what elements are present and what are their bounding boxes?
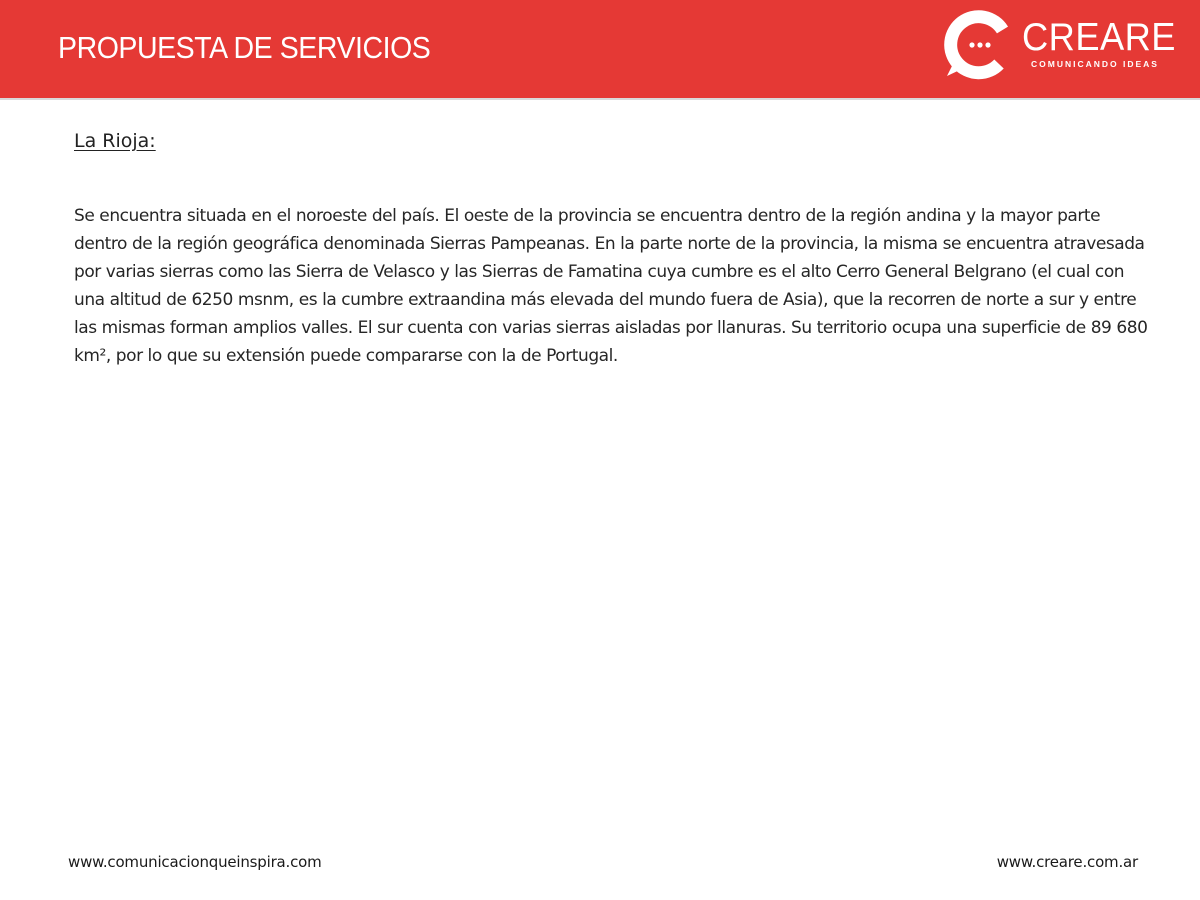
header-title: PROPUESTA DE SERVICIOS	[58, 30, 431, 65]
logo-tagline: COMUNICANDO IDEAS	[1031, 59, 1159, 69]
footer-link-creare[interactable]: www.creare.com.ar	[996, 853, 1138, 871]
logo-wordmark: CREARE	[1022, 16, 1176, 59]
body-paragraph: Se encuentra situada en el noroeste del país. El oeste de la provincia se encuentra dentro de la región andina y la mayor parte dentro de la región geográfica denominada Sierras Pampeanas. En la parte norte de la provincia, la misma se encuentra atravesada por varias sierras como las Sierra de Velasco y las Sierras de Famatina cuya cumbre es el alto Cerro General Belgrano (el cual con una altitud de 6250 msnm, es la cumbre extraandina más elevada del mundo fuera de Asia), que la recorren de norte a sur y entre las mismas forman amplios valles. El sur cuenta con varias sierras aisladas por llanuras. Su territorio ocupa una superficie de 89 680 km², por lo que su extensión puede compararse con la de Portugal.	[74, 206, 1148, 366]
creare-logo	[940, 6, 1176, 78]
speech-bubble-c-icon	[940, 6, 1016, 82]
header-bar	[0, 0, 1200, 100]
section-heading: La Rioja:	[74, 130, 156, 152]
footer-link-comunicacionqueinspira[interactable]: www.comunicacionqueinspira.com	[68, 853, 322, 871]
